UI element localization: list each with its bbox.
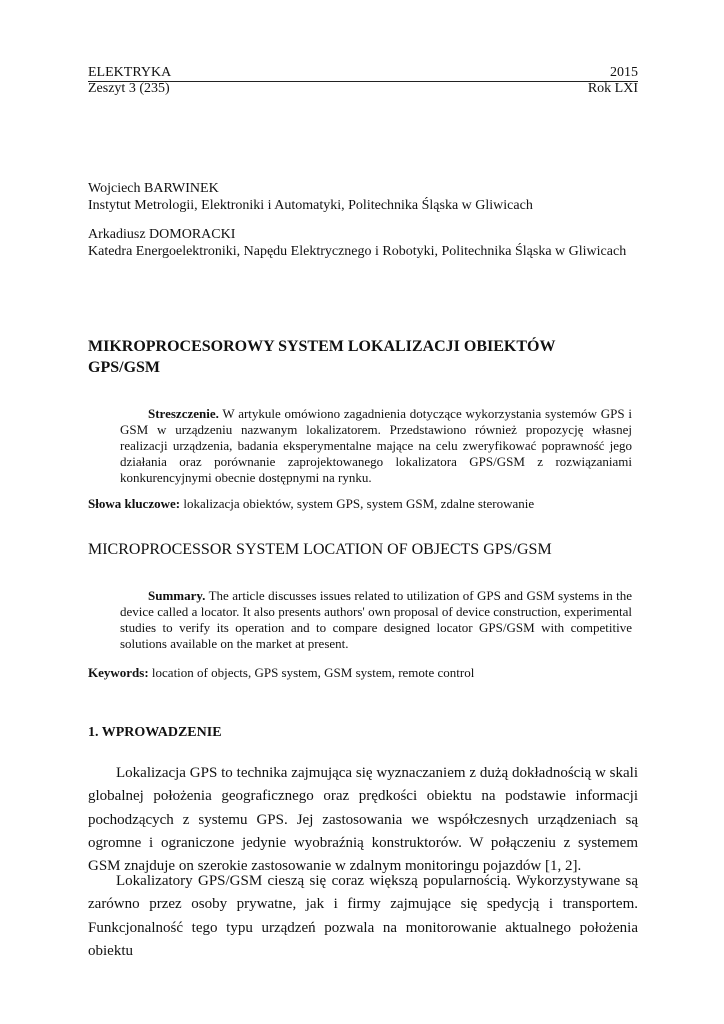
abstract-label: Streszczenie. (148, 406, 219, 421)
summary-text: The article discusses issues related to utilization of GPS and GSM systems in the device called a locator. It also presents authors' own proposal of device construction, experimental studies to verify its operation and to compare designed locator GPS/GSM with competitive solutions available on the market at present. (120, 588, 633, 651)
keywords-english (88, 665, 638, 681)
keywords-label: Keywords: (88, 665, 149, 680)
running-header-bottom (88, 81, 638, 97)
body-paragraph: Lokalizatory GPS/GSM cieszą się coraz większą popularnością. Wykorzystywane są zarówno przez osoby prywatne, jak i firmy zajmujące się spedycją i transportem. Funkcjonalność tego typu urządzeń pozwala na monitorowanie aktualnego położenia obiektu (88, 873, 638, 959)
author-affiliation: Katedra Energoelektroniki, Napędu Elektrycznego i Robotyki, Politechnika Śląska w Gliwicach (88, 244, 627, 259)
keywords-text: location of objects, GPS system, GSM system, remote control (151, 665, 475, 680)
paper-title-polish: MIKROPROCESOROWY SYSTEM LOKALIZACJI OBIEKTÓW GPS/GSM (88, 338, 556, 376)
keywords-label: Słowa kluczowe: (88, 496, 181, 511)
author-name: Wojciech BARWINEK (88, 181, 219, 196)
keywords-text: lokalizacja obiektów, system GPS, system GSM, zdalne sterowanie (183, 496, 535, 511)
paper-title-english: MICROPROCESSOR SYSTEM LOCATION OF OBJECTS GPS/GSM (88, 541, 552, 558)
keywords-polish (88, 496, 638, 512)
abstract-polish (120, 406, 632, 486)
author-block (88, 226, 638, 260)
running-header-top (88, 65, 638, 82)
body-paragraph: Lokalizacja GPS to technika zajmująca się wyznaczaniem z dużą dokładnością w skali globalnej położenia geograficznego oraz prędkości obiektu na podstawie informacji pochodzących z systemu GPS. Jej zastosowania we współczesnych urządzeniach są ogromne i ograniczone jedynie wyobraźnią konstruktorów. W połączeniu z systemem GSM znajduje on szerokie zastosowanie w zdalnym monitoringu pojazdów [1, 2]. (88, 765, 638, 875)
author-affiliation: Instytut Metrologii, Elektroniki i Automatyki, Politechnika Śląska w Gliwicach (88, 198, 533, 213)
journal-issue: Zeszyt 3 (235) (88, 81, 170, 96)
abstract-text: W artykule omówiono zagadnienia dotyczące wykorzystania systemów GPS i GSM w urządzeniu nazwanym lokalizatorem. Przedstawiono również propozycję własnej realizacji urządzenia, badania eksperymentalne mające na celu zweryfikować poprawność jego działania oraz porównanie zaprojektowanego lokalizatora GPS/GSM z rozwiązaniami konkurencyjnymi obecnie dostępnymi na rynku. (120, 406, 633, 485)
summary-label: Summary. (148, 588, 206, 603)
journal-year: 2015 (610, 65, 638, 80)
author-block (88, 180, 638, 214)
journal-volume: Rok LXI (587, 81, 638, 96)
abstract-english (120, 588, 632, 652)
section-heading: 1. WPROWADZENIE (88, 725, 222, 740)
author-name: Arkadiusz DOMORACKI (88, 227, 236, 242)
journal-name: ELEKTRYKA (88, 65, 172, 80)
